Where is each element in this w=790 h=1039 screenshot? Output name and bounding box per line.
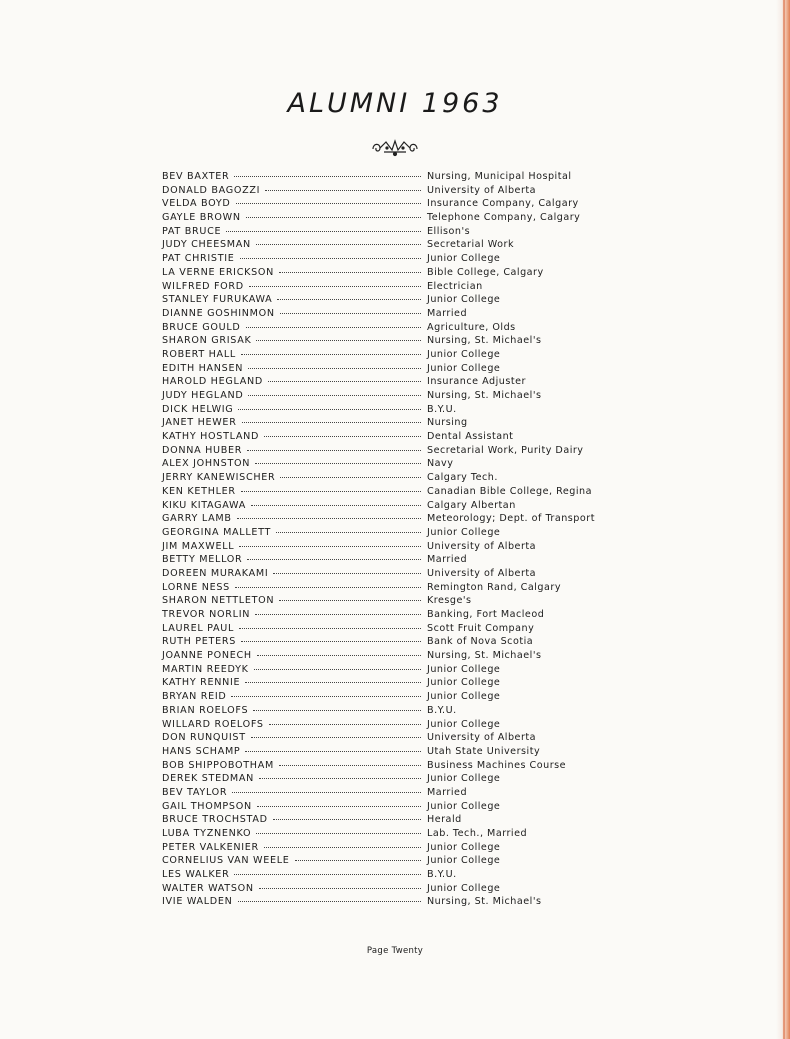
leader-dots <box>234 873 421 875</box>
alumni-row <box>162 197 602 211</box>
alumni-row <box>162 389 602 403</box>
alumni-name: MARTIN REEDYK <box>162 663 249 675</box>
leader-dots <box>246 326 421 328</box>
alumni-row <box>162 841 602 855</box>
alumni-name: DICK HELWIG <box>162 403 234 415</box>
alumni-name: GARRY LAMB <box>162 513 232 525</box>
leader-dots <box>256 243 421 245</box>
alumni-destination: University of Alberta <box>427 732 537 744</box>
leader-dots <box>280 476 421 478</box>
alumni-row <box>162 184 602 198</box>
alumni-row <box>162 485 602 499</box>
alumni-name: LES WALKER <box>162 869 230 881</box>
alumni-destination: Married <box>427 307 468 319</box>
alumni-row <box>162 293 602 307</box>
alumni-name: PETER VALKENIER <box>162 841 259 853</box>
alumni-row <box>162 375 602 389</box>
alumni-name: WILLARD ROELOFS <box>162 718 264 730</box>
leader-dots <box>255 462 421 464</box>
alumni-name: DONNA HUBER <box>162 444 243 456</box>
alumni-destination: Junior College <box>427 718 501 730</box>
alumni-destination: Nursing, St. Michael's <box>427 390 542 401</box>
alumni-row <box>162 663 602 677</box>
leader-dots <box>239 545 421 547</box>
alumni-name: GAYLE BROWN <box>162 212 241 224</box>
alumni-destination: Banking, Fort Macleod <box>427 609 545 620</box>
leader-dots <box>256 339 421 341</box>
alumni-destination: Junior College <box>427 253 501 265</box>
alumni-name: JUDY HEGLAND <box>162 390 244 401</box>
alumni-destination: Ellison's <box>427 225 471 237</box>
alumni-row <box>162 745 602 759</box>
alumni-name: STANLEY FURUKAWA <box>162 294 273 306</box>
leader-dots <box>251 736 421 738</box>
alumni-name: TREVOR NORLIN <box>162 609 251 620</box>
alumni-destination: Junior College <box>427 348 501 360</box>
alumni-destination: Nursing, Municipal Hospital <box>427 171 572 182</box>
alumni-destination: Electrician <box>427 280 483 292</box>
alumni-row <box>162 252 602 266</box>
alumni-destination: Married <box>427 786 468 798</box>
alumni-destination: Secretarial Work <box>427 239 515 251</box>
alumni-row <box>162 416 602 430</box>
leader-dots <box>295 859 421 861</box>
alumni-name: DONALD BAGOZZI <box>162 184 261 196</box>
alumni-destination: B.Y.U. <box>427 403 457 415</box>
alumni-name: JANET HEWER <box>162 417 237 429</box>
alumni-row <box>162 553 602 567</box>
alumni-row <box>162 430 602 444</box>
leader-dots <box>264 435 421 437</box>
page-edge-line <box>783 0 785 1039</box>
leader-dots <box>279 271 421 273</box>
alumni-row <box>162 731 602 745</box>
alumni-row <box>162 813 602 827</box>
alumni-name: JERRY KANEWISCHER <box>162 472 276 484</box>
alumni-destination: Junior College <box>427 882 501 894</box>
alumni-destination: Nursing, St. Michael's <box>427 335 542 347</box>
leader-dots <box>247 449 421 451</box>
alumni-name: BEV TAYLOR <box>162 786 228 798</box>
alumni-row <box>162 403 602 417</box>
alumni-name: DIANNE GOSHINMON <box>162 307 275 319</box>
alumni-name: GAIL THOMPSON <box>162 800 252 812</box>
alumni-row <box>162 827 602 841</box>
alumni-destination: Telephone Company, Calgary <box>427 212 581 224</box>
alumni-destination: Insurance Company, Calgary <box>427 198 579 210</box>
leader-dots <box>280 312 421 314</box>
alumni-row <box>162 512 602 526</box>
leader-dots <box>249 285 421 287</box>
alumni-name: LORNE NESS <box>162 581 230 593</box>
leader-dots <box>238 900 421 902</box>
alumni-destination: Junior College <box>427 294 501 306</box>
alumni-name: ALEX JOHNSTON <box>162 458 251 470</box>
alumni-destination: Insurance Adjuster <box>427 376 526 388</box>
alumni-name: VELDA BOYD <box>162 198 231 210</box>
alumni-destination: Junior College <box>427 691 501 703</box>
alumni-row <box>162 348 602 362</box>
alumni-row <box>162 676 602 690</box>
alumni-name: PAT BRUCE <box>162 225 222 237</box>
alumni-destination: B.Y.U. <box>427 704 457 716</box>
leader-dots <box>231 695 421 697</box>
page-title: ALUMNI 1963 <box>287 88 503 119</box>
alumni-name: BEV BAXTER <box>162 171 230 182</box>
leader-dots <box>247 558 421 560</box>
alumni-destination: Dental Assistant <box>427 431 514 443</box>
alumni-destination: Remington Rand, Calgary <box>427 581 562 593</box>
alumni-row <box>162 594 602 608</box>
alumni-name: GEORGINA MALLETT <box>162 526 272 538</box>
alumni-destination: Junior College <box>427 773 501 785</box>
leader-dots <box>232 791 421 793</box>
alumni-name: BRUCE TROCHSTAD <box>162 814 268 826</box>
alumni-row <box>162 170 602 184</box>
alumni-name: BRUCE GOULD <box>162 321 241 333</box>
leader-dots <box>237 517 421 519</box>
alumni-row <box>162 471 602 485</box>
alumni-name: CORNELIUS VAN WEELE <box>162 855 290 867</box>
alumni-name: ROBERT HALL <box>162 348 236 360</box>
flourish-icon <box>370 136 420 158</box>
alumni-row <box>162 649 602 663</box>
alumni-name: PAT CHRISTIE <box>162 253 235 265</box>
leader-dots <box>279 599 421 601</box>
alumni-row <box>162 635 602 649</box>
alumni-name: SHARON NETTLETON <box>162 595 275 607</box>
leader-dots <box>265 189 421 191</box>
leader-dots <box>268 380 421 382</box>
leader-dots <box>273 572 421 574</box>
alumni-name: KATHY RENNIE <box>162 677 241 689</box>
alumni-row <box>162 540 602 554</box>
alumni-row <box>162 786 602 800</box>
alumni-name: DEREK STEDMAN <box>162 773 255 785</box>
alumni-row <box>162 704 602 718</box>
leader-dots <box>273 818 421 820</box>
alumni-destination: Calgary Albertan <box>427 499 516 511</box>
alumni-destination: Nursing <box>427 417 468 429</box>
alumni-name: JOANNE PONECH <box>162 650 252 662</box>
leader-dots <box>251 504 421 506</box>
alumni-name: DON RUNQUIST <box>162 732 246 744</box>
page-number: Page Twenty <box>366 946 424 956</box>
leader-dots <box>255 613 421 615</box>
alumni-row <box>162 772 602 786</box>
leader-dots <box>257 805 421 807</box>
alumni-row <box>162 499 602 513</box>
alumni-destination: Kresge's <box>427 595 472 607</box>
alumni-destination: University of Alberta <box>427 567 537 579</box>
leader-dots <box>277 298 421 300</box>
leader-dots <box>259 777 421 779</box>
alumni-destination: Secretarial Work, Purity Dairy <box>427 444 584 456</box>
leader-dots <box>253 709 421 711</box>
alumni-row <box>162 266 602 280</box>
alumni-name: JIM MAXWELL <box>162 540 235 552</box>
alumni-name: RUTH PETERS <box>162 636 237 648</box>
alumni-row <box>162 608 602 622</box>
alumni-row <box>162 280 602 294</box>
alumni-destination: Junior College <box>427 526 501 538</box>
alumni-destination: Calgary Tech. <box>427 472 498 484</box>
alumni-name: KEN KETHLER <box>162 485 236 497</box>
alumni-row <box>162 759 602 773</box>
alumni-destination: University of Alberta <box>427 184 537 196</box>
leader-dots <box>239 627 421 629</box>
alumni-name: BOB SHIPPOBOTHAM <box>162 759 274 771</box>
alumni-name: DOREEN MURAKAMI <box>162 567 269 579</box>
alumni-destination: Herald <box>427 814 462 826</box>
leader-dots <box>236 202 421 204</box>
alumni-row <box>162 581 602 595</box>
leader-dots <box>254 668 421 670</box>
alumni-name: IVIE WALDEN <box>162 896 233 908</box>
alumni-row <box>162 457 602 471</box>
leader-dots <box>234 175 421 177</box>
alumni-name: LUBA TYZNENKO <box>162 828 252 839</box>
alumni-row <box>162 882 602 896</box>
alumni-row <box>162 238 602 252</box>
leader-dots <box>235 586 421 588</box>
leader-dots <box>242 421 421 423</box>
alumni-name: BRIAN ROELOFS <box>162 704 249 716</box>
alumni-name: JUDY CHEESMAN <box>162 239 251 251</box>
alumni-row <box>162 444 602 458</box>
leader-dots <box>269 723 421 725</box>
alumni-destination: Lab. Tech., Married <box>427 828 528 839</box>
alumni-destination: Nursing, St. Michael's <box>427 650 542 662</box>
leader-dots <box>279 764 421 766</box>
leader-dots <box>238 408 421 410</box>
alumni-destination: Utah State University <box>427 745 541 757</box>
alumni-destination: Married <box>427 554 468 566</box>
alumni-destination: Bank of Nova Scotia <box>427 636 534 648</box>
alumni-name: WALTER WATSON <box>162 882 254 894</box>
leader-dots <box>264 846 421 848</box>
alumni-destination: Junior College <box>427 663 501 675</box>
alumni-row <box>162 622 602 636</box>
alumni-name: BETTY MELLOR <box>162 554 243 566</box>
leader-dots <box>241 640 421 642</box>
leader-dots <box>248 394 421 396</box>
alumni-name: HAROLD HEGLAND <box>162 376 263 388</box>
alumni-name: LAUREL PAUL <box>162 622 235 634</box>
alumni-row <box>162 307 602 321</box>
alumni-row <box>162 321 602 335</box>
leader-dots <box>248 367 421 369</box>
leader-dots <box>226 230 421 232</box>
alumni-destination: Junior College <box>427 855 501 867</box>
alumni-row <box>162 526 602 540</box>
alumni-row <box>162 854 602 868</box>
alumni-name: WILFRED FORD <box>162 280 244 292</box>
alumni-name: BRYAN REID <box>162 691 227 703</box>
leader-dots <box>259 887 421 889</box>
alumni-name: KIKU KITAGAWA <box>162 499 246 511</box>
alumni-destination: Canadian Bible College, Regina <box>427 485 593 497</box>
alumni-destination: Nursing, St. Michael's <box>427 896 542 908</box>
alumni-destination: B.Y.U. <box>427 869 457 881</box>
alumni-row <box>162 362 602 376</box>
alumni-name: EDITH HANSEN <box>162 362 244 374</box>
alumni-destination: University of Alberta <box>427 540 537 552</box>
alumni-list <box>162 170 602 909</box>
alumni-row <box>162 334 602 348</box>
alumni-destination: Business Machines Course <box>427 759 567 771</box>
alumni-row <box>162 211 602 225</box>
leader-dots <box>240 257 421 259</box>
alumni-row <box>162 690 602 704</box>
leader-dots <box>245 681 421 683</box>
alumni-destination: Navy <box>427 458 454 470</box>
leader-dots <box>246 216 421 218</box>
leader-dots <box>245 750 421 752</box>
alumni-destination: Scott Fruit Company <box>427 622 535 634</box>
leader-dots <box>256 832 421 834</box>
alumni-row <box>162 718 602 732</box>
alumni-row <box>162 868 602 882</box>
leader-dots <box>241 353 421 355</box>
alumni-destination: Agriculture, Olds <box>427 321 516 333</box>
alumni-row <box>162 567 602 581</box>
alumni-destination: Junior College <box>427 362 501 374</box>
alumni-name: SHARON GRISAK <box>162 335 252 347</box>
alumni-name: HANS SCHAMP <box>162 745 241 757</box>
leader-dots <box>257 654 421 656</box>
leader-dots <box>241 490 421 492</box>
alumni-destination: Junior College <box>427 800 501 812</box>
alumni-row <box>162 895 602 909</box>
alumni-destination: Junior College <box>427 841 501 853</box>
alumni-row <box>162 800 602 814</box>
leader-dots <box>276 531 421 533</box>
alumni-destination: Meteorology; Dept. of Transport <box>427 513 595 525</box>
alumni-destination: Bible College, Calgary <box>427 266 544 278</box>
alumni-destination: Junior College <box>427 677 501 689</box>
alumni-name: LA VERNE ERICKSON <box>162 266 275 278</box>
alumni-name: KATHY HOSTLAND <box>162 431 260 443</box>
alumni-row <box>162 225 602 239</box>
